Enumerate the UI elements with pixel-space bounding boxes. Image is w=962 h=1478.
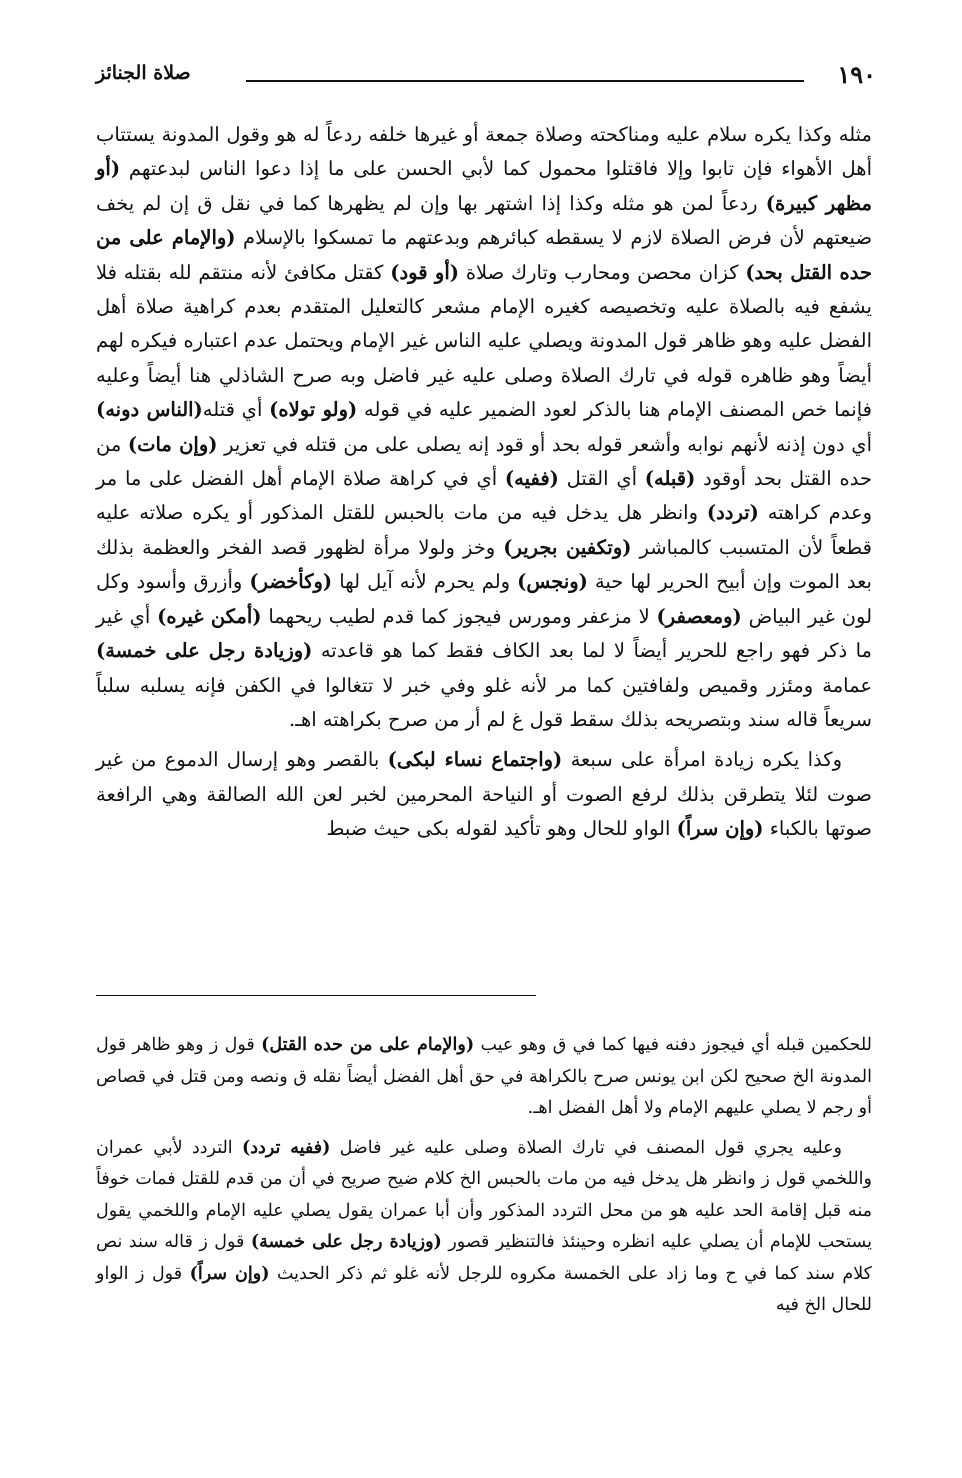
text-run: ردعاً لمن هو مثله وكذا إذا اشتهر بها وإن لم يظهرها كما في نقل ق إن لم يخف ضيعتهم لأن فرض الصلاة لازم لا يسقطه كبائرهم وبدعتهم ما تمسكوا بالإسلام: [96, 191, 872, 250]
matn-quote: (تردد): [706, 501, 759, 525]
text-run: بالقصر وهو إرسال الدموع من غير صوت لئلا يتطرقن بذلك لرفع الصوت أو النياحة المحرمين لخبر لعن الله الصالقة وهي الرافعة صوتها بالكباء: [96, 748, 872, 841]
footnote-paragraph-1: [96, 1030, 872, 1125]
matn-quote: (أمكن غيره): [157, 604, 262, 628]
text-run: أي دون إذنه لأنهم نوابه وأشعر قوله بحد أو قود إنه يصلى على من قتله في تعزير: [217, 432, 872, 456]
matn-quote: (والإمام على من حده القتل): [261, 1035, 475, 1055]
main-paragraph-2: [96, 743, 872, 846]
text-run: عمامة ومئزر وقميص ولفافتين كما مر لأنه غلو وفي خبر لا تتغالوا في الكفن فإنه يسلبه سلباً سريعاً قاله سند وبتصريحه بذلك سقط قول غ لم أر من صرح بكراهته اهـ.: [96, 673, 872, 731]
matn-quote: (وإن سراً): [676, 817, 764, 841]
text-run: وكذا يكره زيادة امرأة على سبعة: [562, 748, 842, 772]
text-run: قول ز وهو ظاهر قول المدونة الخ صحيح لكن ابن يونس صرح بالكراهة في حق أهل الفضل أيضاً نقله ق ونصه ومن قتل في قصاص أو رجم لا يصلي عليهم الإمام ولا أهل الفضل اهـ.: [96, 1035, 872, 1118]
matn-quote: (وإن مات): [127, 432, 218, 456]
matn-quote: (ومعصفر): [656, 604, 742, 628]
matn-quote: (والإمام على من حده القتل بحد): [96, 226, 873, 284]
text-run: وعليه يجري قول المصنف في تارك الصلاة وصلى عليه غير فاضل: [330, 1137, 843, 1158]
text-run: قول ز قاله سند نص كلام سند كما في ح وما زاد على الخمسة مكروه للرجل لأنه غلو ثم ذكر الحديث: [96, 1232, 873, 1284]
text-run: أي غير ما ذكر فهو راجع للحرير أيضاً لا لما بعد الكاف فقط كما هو قاعدته: [96, 604, 872, 663]
matn-quote: (وكأخضر): [249, 570, 333, 594]
text-run: التردد لأبي عمران واللخمي قول ز وانظر هل يدخل فيه من مات بالحبس الخ كلام ضيح صريح في أن من قدم للقتل فمات خوفاً منه قبل إقامة الحد عليه هو من محل التردد المذكور وأن أبا عمران يقول يصلي عليه الإمام واللخمي يقول يستحب للإمام أن يصلي عليه انظره وحينئذ فالتنظير قصور: [96, 1137, 872, 1252]
main-paragraph-1: [96, 118, 872, 737]
text-run: الواو للحال وهو تأكيد لقوله بكى حيث ضبط: [326, 817, 677, 841]
text-run: كقتل مكافئ لأنه منتقم لله بقتله فلا يشفع فيه بالصلاة عليه وتخصيصه كغيره الإمام مشعر كالتعليل المتقدم بعدم كراهية صلاة أهل الفضل عليه وهو ظاهر قول المدونة ويصلي عليه الناس غير الإمام ويحتمل عدم اعتباره فيكره لهم أيضاً وهو ظاهره قوله في تارك الصلاة وصلى عليه غير فاضل وبه صرح الشاذلي هنا أيضاً وعليه فإنما خص المصنف الإمام هنا بالذكر لعود الضمير عليه في قوله: [96, 260, 872, 422]
matn-quote: (ففيه): [504, 467, 559, 491]
chapter-title: صلاة الجنائز: [96, 62, 191, 84]
text-run: قول ز الواو للحال الخ فيه: [96, 1263, 872, 1315]
header-rule: [246, 80, 804, 82]
matn-quote: (وإن سراً): [189, 1263, 270, 1284]
text-run: وانظر هل يدخل فيه من مات بالحبس للقتل المذكور أو يكره صلاته عليه قطعاً لأن المتسبب كالمباشر: [96, 501, 872, 559]
text-run: ولم يحرم لأنه آيل لها: [332, 570, 518, 594]
matn-quote: (وزيادة رجل على خمسة): [250, 1232, 442, 1252]
text-run: أي في كراهة صلاة الإمام أهل الفضل على ما مر وعدم كراهته: [96, 467, 872, 525]
text-run: مثله وكذا يكره سلام عليه ومناكحته وصلاة جمعة أو غيرها خلفه ردعاً له هو وقول المدونة يستتاب أهل الأهواء فإن تابوا وإلا فاقتلوا محمول كما لأبي الحسن على ما إذا دعوا الناس لبدعتهم: [96, 123, 872, 181]
footnotes: [96, 1030, 872, 1322]
text-run: أي القتل: [558, 467, 645, 491]
matn-quote: (ولو تولاه): [269, 398, 358, 422]
text-run: أي قتله: [202, 398, 270, 422]
matn-quote: (وتكفين بجرير): [503, 535, 632, 559]
text-run: وأزرق وأسود وكل لون غير البياض: [96, 570, 873, 628]
text-run: لا مزعفر ومورس فيجوز كما قدم لطيب ريحهما: [261, 604, 657, 628]
matn-quote: (الناس دونه): [96, 398, 203, 422]
main-text: [96, 118, 872, 847]
matn-quote: (أو مظهر كبيرة): [96, 157, 872, 215]
matn-quote: (ونجس): [517, 570, 588, 594]
text-run: وخز ولولا مرأة لظهور قصد الفخر والعظمة بذلك بعد الموت وإن أبيح الحرير لها حية: [96, 535, 872, 594]
footnote-separator: [96, 995, 536, 996]
text-run: من حده القتل بحد أوقود: [96, 432, 873, 491]
text-run: كزان محصن ومحارب وتارك صلاة: [459, 260, 746, 284]
footnote-paragraph-2: [96, 1133, 872, 1322]
running-header: [96, 58, 876, 98]
page-number: ١٩٠: [837, 60, 876, 89]
text-run: للحكمين قبله أي فيجوز دفنه فيها كما في ق وهو عيب: [474, 1035, 872, 1055]
matn-quote: (وزيادة رجل على خمسة): [96, 639, 313, 663]
matn-quote: (واجتماع نساء لبكى): [387, 748, 563, 772]
matn-quote: (ففيه تردد): [241, 1137, 331, 1158]
matn-quote: (قبله): [644, 467, 696, 491]
matn-quote: (أو قود): [390, 260, 459, 284]
